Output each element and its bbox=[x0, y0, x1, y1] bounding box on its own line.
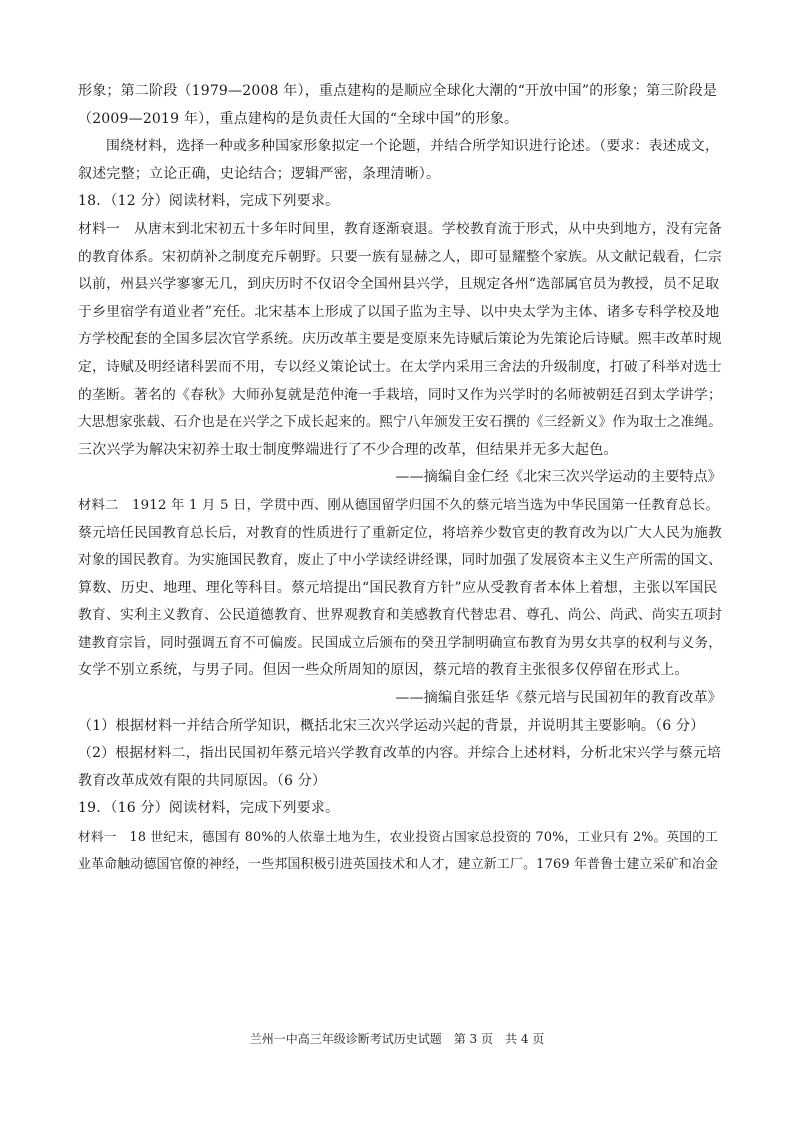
text-line: 材料一 从唐末到北宋初五十多年时间里，教育逐渐衰退。学校教育流于形式，从中央到地方，没有完备 bbox=[78, 220, 722, 237]
text-line: 业革命触动德国官僚的神经，一些邦国积极引进英国技术和人才，建立新工厂。1769 年普鲁士建立采矿和冶金 bbox=[78, 856, 719, 872]
text-line: 大思想家张载、石介也是在兴学之下成长起来的。熙宁八年颁发王安石撰的《三经新义》作为取士之准绳。 bbox=[78, 414, 722, 431]
text-line: 建教育宗旨，同时强调五育不可偏废。民国成立后颁布的癸丑学制明确宣布教育为男女共享的权利与义务， bbox=[78, 634, 722, 651]
question-18-heading: 18．（12 分）阅读材料，完成下列要求。 bbox=[78, 193, 340, 210]
text-line: 于乡里宿学有道业者”充任。北宋基本上形成了以国子监为主导、以中央太学为主体、诸多专科学校及地 bbox=[78, 303, 720, 320]
text-line: 形象；第二阶段（1979—2008 年），重点建构的是顺应全球化大潮的“开放中国”的形象；第三阶段是 bbox=[78, 83, 718, 99]
text-line: 对象的国民教育。为实施国民教育，废止了中小学读经讲经课，同时加强了发展资本主义生产所需的国文、 bbox=[78, 552, 722, 569]
text-line: 教育、实利主义教育、公民道德教育、世界观教育和美感教育代替忠君、尊孔、尚公、尚武、尚实五项封 bbox=[78, 607, 722, 624]
text-line: 的垄断。著名的《春秋》大师孙复就是范仲淹一手栽培，同时又作为兴学时的名师被朝廷召到太学讲学； bbox=[78, 386, 722, 403]
source-citation: ——摘编自张廷华《蔡元培与民国初年的教育改革》 bbox=[395, 690, 722, 707]
text-line: （2009—2019 年），重点建构的是负责任大国的“全球中国”的形象。 bbox=[78, 110, 519, 127]
text-line: 以前，州县兴学寥寥无几，到庆历时不仅诏令全国州县兴学，且规定各州“选部属官员为教授，员不足取 bbox=[78, 276, 720, 293]
source-citation: ——摘编自金仁经《北宋三次兴学运动的主要特点》 bbox=[395, 469, 722, 486]
text-line: 算数、历史、地理、理化等科目。蔡元培提出“国民教育方针”应从受教育者本体上着想，主张以军国民 bbox=[78, 579, 718, 596]
text-line: 围绕材料，选择一种或多种国家形象拟定一个论题，并结合所学知识进行论述。（要求：表述成文， bbox=[106, 138, 720, 155]
text-line: 方学校配套的全国多层次官学系统。庆历改革主要是变原来先诗赋后策论为先策论后诗赋。熙丰改革时规 bbox=[78, 331, 722, 348]
sub-question: （2）根据材料二，指出民国初年蔡元培兴学教育改革的内容。并综合上述材料，分析北宋兴学与蔡元培 bbox=[78, 745, 722, 762]
question-19-heading: 19．（16 分）阅读材料，完成下列要求。 bbox=[78, 800, 340, 817]
text-line: 的教育体系。宋初荫补之制度充斥朝野。只要一族有显赫之人，即可显耀整个家族。从文献记载看，仁宗 bbox=[78, 248, 722, 265]
page-body bbox=[78, 78, 722, 878]
text-line: 叙述完整；立论正确，史论结合；逻辑严密，条理清晰）。 bbox=[78, 165, 441, 182]
text-line: 材料二 1912 年 1 月 5 日，学贯中西、刚从德国留学归国不久的蔡元培当选为中华民国第一任教育总长。 bbox=[78, 497, 719, 513]
text-line: 教育改革成效有限的共同原因。（6 分） bbox=[78, 772, 327, 789]
text-line: 蔡元培任民国教育总长后，对教育的性质进行了重新定位，将培养少数官吏的教育改为以广大人民为施教 bbox=[78, 524, 722, 541]
page-footer: 兰州一中高三年级诊断考试历史试题 第 3 页 共 4 页 bbox=[249, 1032, 545, 1046]
text-line: 三次兴学为解决宋初养士取士制度弊端进行了不少合理的改革，但结果并无多大起色。 bbox=[78, 441, 618, 458]
sub-question: （1）根据材料一并结合所学知识，概括北宋三次兴学运动兴起的背景，并说明其主要影响。（6 分） bbox=[78, 717, 705, 734]
text-line: 定，诗赋及明经诸科罢而不用，专以经义策论试士。在太学内采用三舍法的升级制度，打破了科举对选士 bbox=[78, 358, 722, 375]
text-line: 女学不别立系统，与男子同。但因一些众所周知的原因，蔡元培的教育主张很多仅停留在形式上。 bbox=[78, 662, 689, 679]
text-line: 材料一 18 世纪末，德国有 80%的人依靠土地为生，农业投资占国家总投资的 70%，工业只有 2%。英国的工 bbox=[78, 829, 718, 845]
